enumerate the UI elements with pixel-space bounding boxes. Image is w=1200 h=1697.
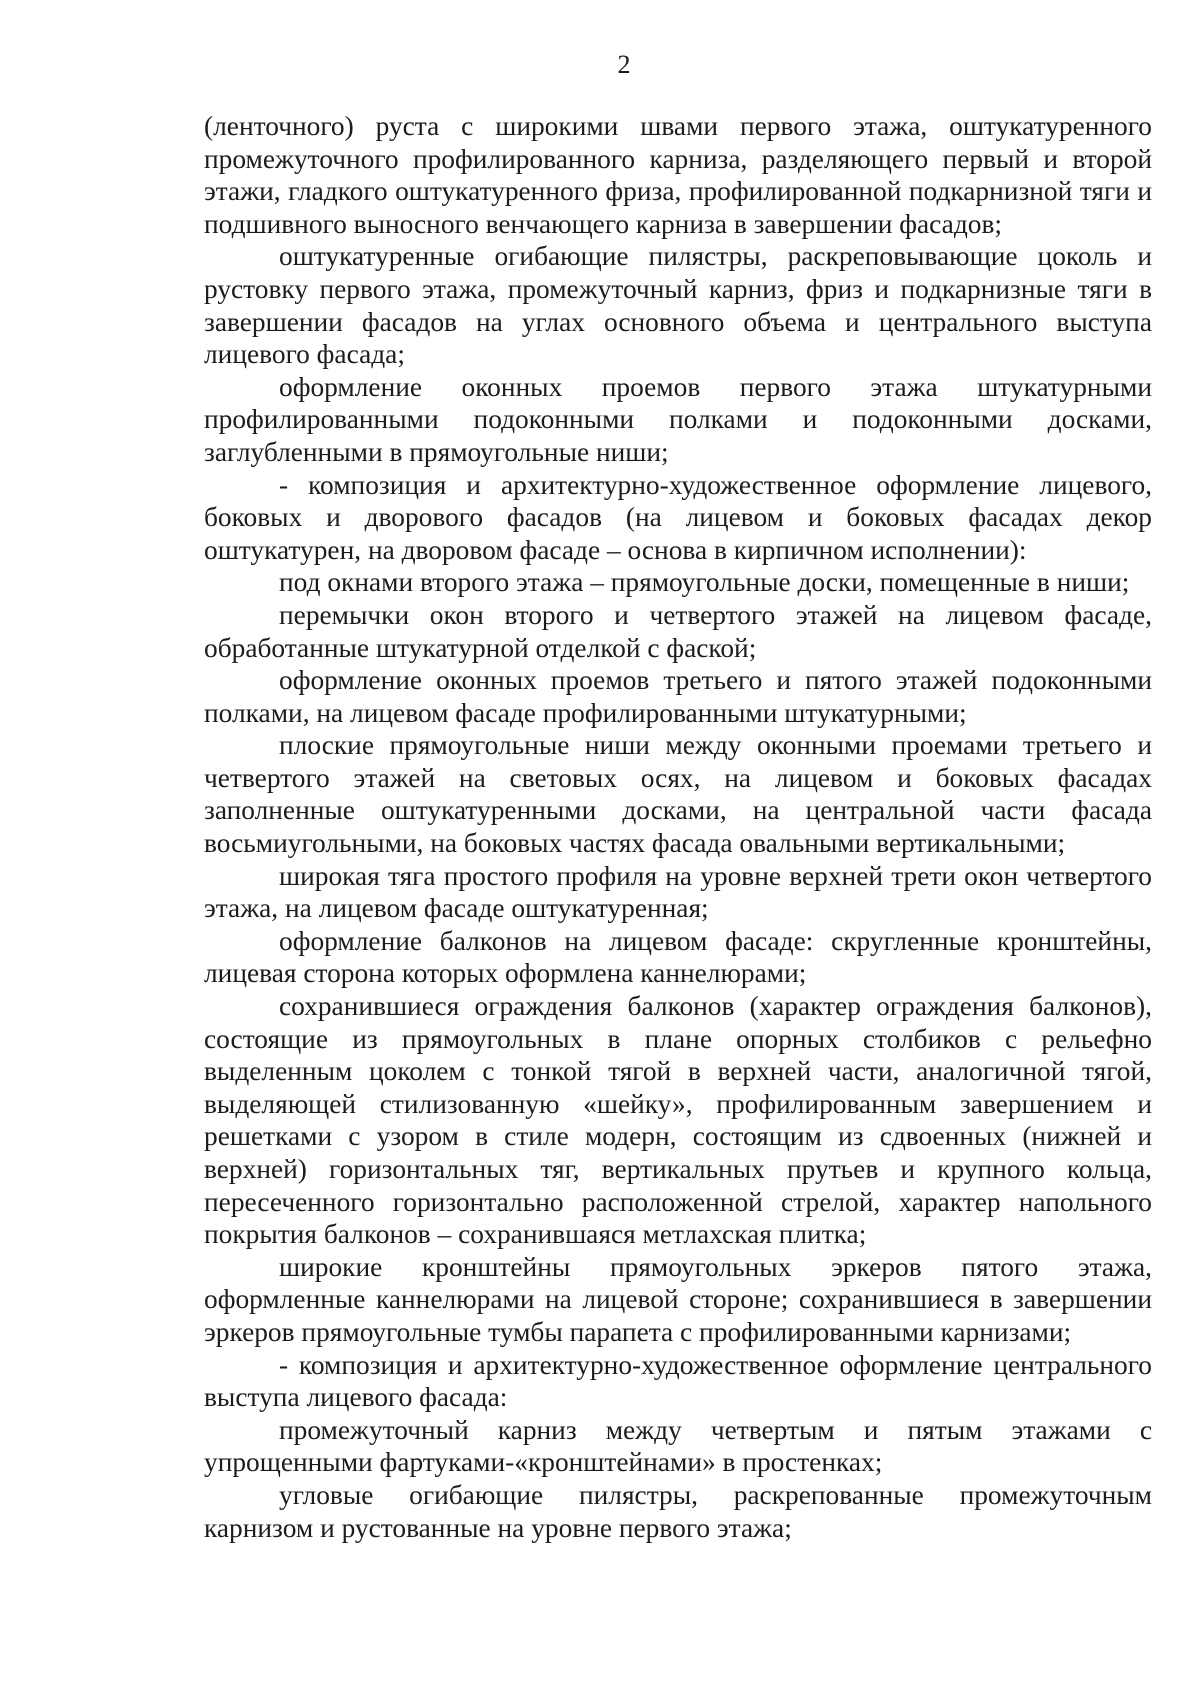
paragraph: (ленточного) руста с широкими швами первого этажа, оштукатуренного промежуточного профилированного карниза, разделяющего первый и второй этажи, гладкого оштукатуренного фриза, профилированной подкарнизной тяги и подшивного выносного венчающего карниза в завершении фасадов; — [204, 111, 1152, 239]
paragraph: угловые огибающие пилястры, раскрепованные промежуточным карнизом и рустованные на уровне первого этажа; — [204, 1479, 1152, 1543]
document-body — [204, 110, 1152, 1544]
paragraph: промежуточный карниз между четвертым и пятым этажами с упрощенными фартуками-«кронштейнами» в простенках; — [204, 1414, 1152, 1478]
page-number: 2 — [617, 50, 631, 79]
paragraph: оформление оконных проемов третьего и пятого этажей подоконными полками, на лицевом фасаде профилированными штукатурными; — [204, 665, 1152, 728]
paragraph: перемычки окон второго и четвертого этажей на лицевом фасаде, обработанные штукатурной отделкой с фаской; — [204, 599, 1152, 663]
paragraph: оформление оконных проемов первого этажа штукатурными профилированными подоконными полками и подоконными досками, заглубленными в прямоугольные ниши; — [204, 371, 1152, 467]
paragraph: широкие кронштейны прямоугольных эркеров пятого этажа, оформленные каннелюрами на лицевой стороне; сохранившиеся в завершении эркеров прямоугольные тумбы парапета с профилированными карнизами; — [204, 1251, 1152, 1347]
paragraph: под окнами второго этажа – прямоугольные доски, помещенные в ниши; — [279, 567, 1130, 598]
paragraph: оформление балконов на лицевом фасаде: скругленные кронштейны, лицевая сторона которых оформлена каннелюрами; — [204, 925, 1152, 989]
paragraph: - композиция и архитектурно-художественное оформление центрального выступа лицевого фасада: — [204, 1349, 1152, 1413]
paragraph: оштукатуренные огибающие пилястры, раскреповывающие цоколь и рустовку первого этажа, промежуточный карниз, фриз и подкарнизные тяги в завершении фасадов на углах основного объема и центрального выступа лицевого фасада; — [204, 241, 1152, 370]
paragraph: широкая тяга простого профиля на уровне верхней трети окон четвертого этажа, на лицевом фасаде оштукатуренная; — [204, 860, 1152, 924]
paragraph: плоские прямоугольные ниши между оконными проемами третьего и четвертого этажей на световых осях, на лицевом и боковых фасадах заполненные оштукатуренными досками, на центральной части фасада восьмиугольными, на боковых частях фасада овальными вертикальными; — [204, 730, 1152, 859]
paragraph: сохранившиеся ограждения балконов (характер ограждения балконов), состоящие из прямоугольных в плане опорных столбиков с рельефно выделенным цоколем с тонкой тягой в верхней части, аналогичной тягой, выделяющей стилизованную «шейку», профилированным завершением и решетками с узором в стиле модерн, состоящим из сдвоенных (нижней и верхней) горизонтальных тяг, вертикальных прутьев и крупного кольца, пересеченного горизонтально расположенной стрелой, характер напольного покрытия балконов – сохранившаяся метлахская плитка; — [204, 991, 1152, 1250]
paragraph: - композиция и архитектурно-художественное оформление лицевого, боковых и дворового фасадов (на лицевом и боковых фасадах декор оштукатурен, на дворовом фасаде – основа в кирпичном исполнении): — [204, 469, 1152, 565]
